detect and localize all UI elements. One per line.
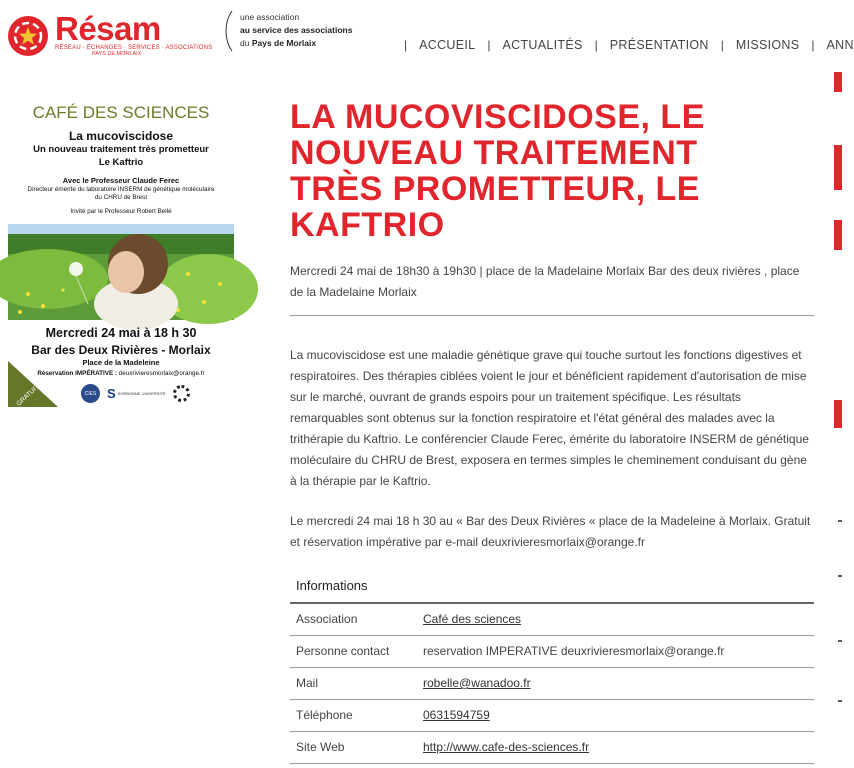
poster-partner-logos <box>81 384 190 403</box>
poster-speaker-role-2: du CHRU de Brest <box>94 194 148 201</box>
table-row <box>290 731 814 763</box>
info-value-website <box>423 731 814 763</box>
nav-item-accueil[interactable]: ACCUEIL <box>419 38 476 52</box>
poster-reservation-email: deuxrivieresmorlaix@orange.fr <box>118 370 205 377</box>
tagline <box>240 11 352 50</box>
edge-fragment <box>834 72 842 92</box>
poster-place: Place de la Madeleine <box>82 358 160 367</box>
event-meta: Mercredi 24 mai de 18h30 à 19h30 | place de la Madelaine Morlaix Bar des deux rivières , place de la Madelaine Morlaix <box>290 264 800 299</box>
logo-wordmark[interactable]: Résam <box>55 10 161 47</box>
info-label-website: Site Web <box>296 740 345 754</box>
poster-title: CAFÉ DES SCIENCES <box>32 103 210 122</box>
resam-logo-icon[interactable] <box>7 15 49 57</box>
poster-speaker-role-1: Directeur émérite du laboratoire INSERM de génétique moléculaire <box>27 186 215 193</box>
logo-subtitle: RÉSEAU · ÉCHANGES · SERVICES · ASSOCIATIONS <box>55 45 213 51</box>
nav-item-presentation[interactable]: PRÉSENTATION <box>609 38 709 52</box>
cies-logo-icon: CIES <box>81 384 100 403</box>
poster-subtitle-1: Un nouveau traitement très prometteur <box>33 144 209 155</box>
info-label-mail: Mail <box>296 676 319 690</box>
partner-circle-logo-icon <box>173 385 190 402</box>
info-value-association <box>423 603 814 635</box>
event-poster <box>8 97 234 409</box>
site-header <box>0 0 854 70</box>
edge-fragment <box>838 575 842 577</box>
table-row <box>290 603 814 635</box>
tagline-bracket-icon <box>222 10 236 52</box>
gratuit-ribbon <box>8 361 58 407</box>
edge-fragment <box>838 520 842 522</box>
article-paragraph-1: La mucoviscidose est une maladie génétique grave qui touche surtout les fonctions digestives et respiratoires. Des thérapies ciblées voient le jour et bénéficient rapidement d'autorisation de mise sur le marché, ouvrant de grands espoirs pour un traitement spécifique. Les résultats remarquables sont obtenus sur la fonction respiratoire et l'état général des malades avec la trithérapie du Kaftrio. Le conférencier Claude Ferec, émérite du laboratoire INSERM de génétique moléculaire du CHRU de Brest, exposera en termes simples le cheminement conduisant du gène à la thérapie par le Kaftrio. <box>290 348 809 488</box>
nav-item-annuaire[interactable]: ANN <box>826 38 854 52</box>
nav-item-actualites[interactable]: ACTUALITÉS <box>502 38 583 52</box>
table-row <box>290 635 814 667</box>
tagline-line-3: du Pays de Morlaix <box>240 38 317 48</box>
association-link[interactable]: Café des sciences <box>423 612 522 627</box>
poster-venue: Bar des Deux Rivières - Morlaix <box>31 343 211 357</box>
edge-fragment <box>834 220 842 250</box>
poster-subject: La mucoviscidose <box>68 129 174 143</box>
poster-reservation-label: Réservation IMPÉRATIVE : <box>37 370 118 377</box>
edge-fragment <box>834 400 842 428</box>
poster-date: Mercredi 24 mai à 18 h 30 <box>45 326 197 340</box>
article-paragraph-2: Le mercredi 24 mai 18 h 30 au « Bar des Deux Rivières « place de la Madeleine à Morlaix. Gratuit et réservation impérative par e-mail deuxrivieresmorlaix@orange.fr <box>290 514 811 549</box>
page-title: LA MUCOVISCIDOSE, LE NOUVEAU TRAITEMENT TRÈS PROMETTEUR, LE KAFTRIO <box>290 98 705 244</box>
main-nav: | ACCUEIL | ACTUALITÉS | PRÉSENTATION | MISSIONS | ANN <box>404 38 854 52</box>
info-table <box>290 602 814 764</box>
poster-speaker: Avec le Professeur Claude Ferec <box>62 176 180 185</box>
info-value-phone <box>423 699 814 731</box>
tagline-line-1: une association <box>240 12 300 22</box>
info-label-phone: Téléphone <box>296 708 353 722</box>
edge-fragment <box>834 145 842 190</box>
poster-invited: Invité par le Professeur Robert Bellé <box>70 208 172 215</box>
phone-link[interactable]: 0631594759 <box>423 708 490 722</box>
info-label-association: Association <box>296 612 358 627</box>
info-value-mail <box>423 667 814 699</box>
nav-item-missions[interactable]: MISSIONS <box>735 38 800 52</box>
edge-fragment <box>838 640 842 642</box>
divider <box>290 315 814 316</box>
info-heading: Informations <box>296 578 368 593</box>
mail-link[interactable]: robelle@wanadoo.fr <box>423 676 531 690</box>
table-row <box>290 667 814 699</box>
sorbonne-logo-mark: S <box>107 386 116 401</box>
tagline-line-2: au service des associations <box>240 25 353 35</box>
poster-photo <box>8 224 234 320</box>
info-label-contact: Personne contact <box>296 644 390 658</box>
website-link[interactable]: http://www.cafe-des-sciences.fr <box>423 740 590 754</box>
edge-fragment <box>838 700 842 702</box>
info-value-contact: reservation IMPERATIVE deuxrivieresmorlaix@orange.fr <box>423 644 725 658</box>
table-row <box>290 699 814 731</box>
sorbonne-logo-text: SORBONNE UNIVERSITÉ <box>117 390 166 396</box>
poster-subtitle-2: Le Kaftrio <box>98 157 144 168</box>
gratuit-label: GRATUIT <box>15 383 41 408</box>
sorbonne-logo-icon <box>107 386 166 401</box>
logo-subtitle-region: PAYS DE MORLAIX <box>92 51 142 57</box>
